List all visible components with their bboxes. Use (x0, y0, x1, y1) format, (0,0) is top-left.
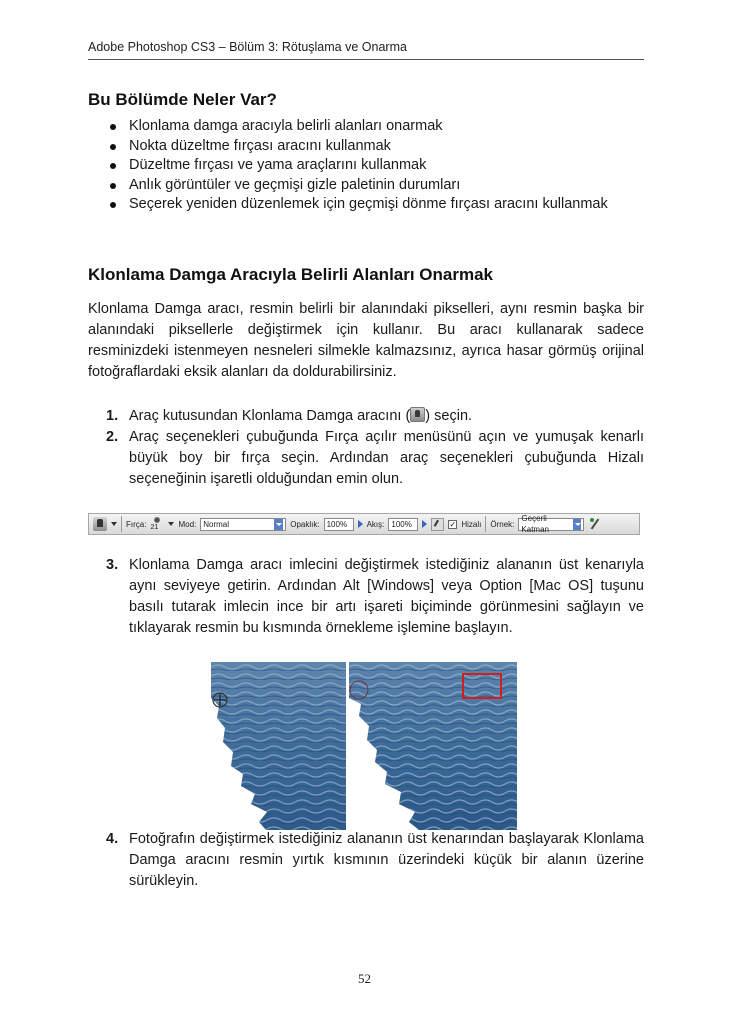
clone-stamp-icon (410, 407, 425, 422)
step-2 (88, 427, 644, 490)
aligned-label: Hizalı (461, 519, 482, 529)
steps-list-c (88, 829, 644, 892)
chevron-down-icon (274, 519, 283, 530)
brush-preview-icon (154, 517, 160, 523)
step-number: 1. (106, 408, 119, 424)
list-item: Nokta düzeltme fırçası aracını kullanmak (108, 137, 644, 157)
step-text: ) seçin. (425, 408, 473, 424)
mode-select[interactable] (200, 518, 286, 531)
airbrush-icon[interactable] (431, 518, 444, 531)
opacity-input[interactable] (324, 518, 354, 531)
page-number: 52 (358, 971, 371, 986)
steps-list-b (88, 555, 644, 639)
flow-input[interactable] (388, 518, 418, 531)
list-item: Klonlama damga aracıyla belirli alanları onarmak (108, 117, 644, 137)
sample-select[interactable] (518, 514, 584, 534)
options-toolbar (88, 513, 640, 535)
mode-value: Normal (203, 519, 230, 529)
divider (485, 516, 486, 532)
steps-list-a (88, 406, 644, 490)
mode-label: Mod: (178, 519, 197, 529)
step-text: Fotoğrafın değiştirmek istediğiniz alananın üst kenarından başlayarak Klonlama Damga aracını resmin yırtık kısmının üzerindeki küçük bir alanın üzerine sürükleyin. (129, 831, 644, 889)
step-text: Araç seçenekleri çubuğunda Fırça açılır menüsünü açın ve yumuşak kenarlı büyük boy bir fırça seçin. Ardından araç seçenekleri çubuğunda Hizalı seçeneğinin işaretli olduğundan emin olun. (129, 429, 644, 487)
list-item: Anlık görüntüler ve geçmişi gizle paletinin durumları (108, 176, 644, 196)
divider (121, 516, 122, 532)
aligned-checkbox[interactable]: ✓ (449, 519, 457, 529)
overview-heading: Bu Bölümde Neler Var? (88, 90, 277, 109)
sample-label: Örnek: (490, 519, 515, 529)
brush-label: Fırça: (126, 519, 147, 529)
brush-picker[interactable] (150, 516, 164, 532)
step-number: 3. (106, 557, 119, 573)
opacity-label: Opaklık: (290, 519, 320, 529)
clone-stamp-icon[interactable] (93, 517, 107, 531)
list-item: Seçerek yeniden düzenlemek için geçmişi dönme fırçası aracını kullanmak (108, 195, 644, 215)
chevron-down-icon[interactable] (168, 522, 174, 526)
photo-sampling (211, 662, 346, 830)
running-header: Adobe Photoshop CS3 – Bölüm 3: Rötuşlama ve Onarma (88, 40, 644, 60)
flow-label: Akış: (366, 519, 385, 529)
section-heading: Klonlama Damga Aracıyla Belirli Alanları Onarmak (88, 265, 494, 284)
ignore-adjustment-layers-icon[interactable] (588, 517, 602, 531)
step-1 (88, 406, 644, 427)
step-text: Araç kutusundan Klonlama Damga aracını ( (129, 408, 411, 424)
step-number: 2. (106, 429, 119, 445)
step-text: Klonlama Damga aracı imlecini değiştirmek istediğiniz alananın üst kenarıyla aynı seviyeye getirin. Ardından Alt [Windows] veya Option [Mac OS] tuşunu basılı tutarak imlecin ince bir artı işareti biçiminde görünmesini sağlayın ve tıklayarak resmin bu kısmında örnekleme işlemine başlayın. (129, 557, 644, 636)
photo-sampled (349, 662, 517, 830)
opacity-value: 100% (326, 519, 348, 529)
step-number: 4. (106, 831, 119, 847)
brush-size: 21 (150, 524, 159, 531)
flow-slider-icon[interactable] (422, 520, 427, 528)
overview-list (108, 117, 644, 215)
opacity-slider-icon[interactable] (358, 520, 363, 528)
chevron-down-icon (573, 519, 581, 530)
sample-value: Geçerli Katman (521, 514, 549, 534)
chevron-down-icon[interactable] (111, 522, 117, 526)
step-4 (88, 829, 644, 892)
step-3 (88, 555, 644, 639)
list-item: Düzeltme fırçası ve yama araçlarını kullanmak (108, 156, 644, 176)
flow-value: 100% (391, 519, 412, 529)
intro-paragraph: Klonlama Damga aracı, resmin belirli bir alanındaki pikselleri, aynı resmin başka bir alanındaki piksellerle değiştirmek için kullanır. Bu aracı kullanarak sadece resminizdeki istenmeyen nesneleri silmekle kalmazsınız, ayrıca hasar görmüş orijinal fotoğraflardaki eksik alanları da doldurabilirsiniz. (88, 301, 644, 380)
